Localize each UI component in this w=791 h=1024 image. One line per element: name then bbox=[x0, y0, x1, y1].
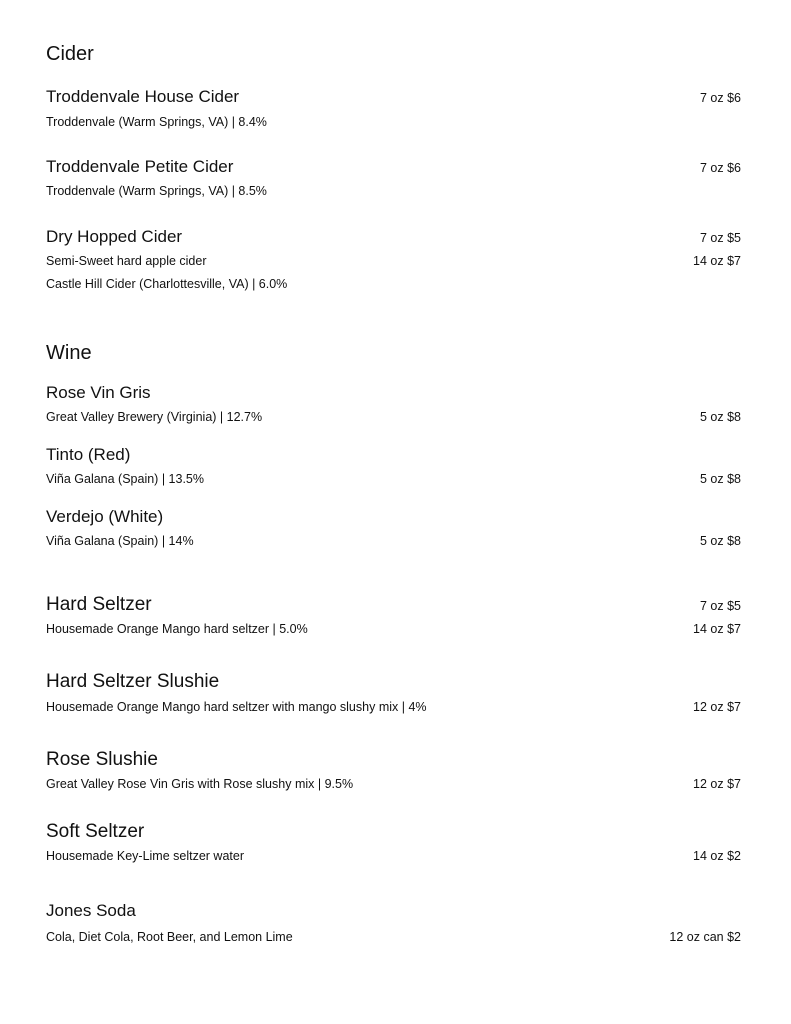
item-price: 5 oz $8 bbox=[699, 472, 741, 486]
item-price: 12 oz can $2 bbox=[669, 930, 741, 944]
item-description: Troddenvale (Warm Springs, VA) | 8.5% bbox=[46, 184, 267, 198]
item-price: 5 oz $8 bbox=[699, 410, 741, 424]
item-price: 12 oz $7 bbox=[693, 777, 741, 791]
item-name: Soft Seltzer bbox=[46, 821, 145, 842]
item-name: Jones Soda bbox=[46, 901, 136, 920]
item-description: Viña Galana (Spain) | 13.5% bbox=[46, 472, 204, 486]
section-title-wine: Wine bbox=[46, 342, 92, 364]
item-description-secondary: Castle Hill Cider (Charlottesville, VA) | 6.0% bbox=[46, 277, 288, 291]
item-price: 7 oz $5 bbox=[699, 231, 741, 245]
item-name: Hard Seltzer bbox=[46, 594, 152, 615]
item-description: Great Valley Rose Vin Gris with Rose slushy mix | 9.5% bbox=[46, 777, 354, 791]
item-description: Housemade Orange Mango hard seltzer | 5.0% bbox=[46, 622, 308, 636]
item-price-secondary: 14 oz $7 bbox=[693, 622, 741, 636]
item-price: 7 oz $5 bbox=[699, 599, 741, 613]
item-description: Housemade Key-Lime seltzer water bbox=[46, 849, 244, 863]
item-price: 12 oz $7 bbox=[693, 700, 741, 714]
item-name: Tinto (Red) bbox=[46, 445, 131, 464]
item-description: Great Valley Brewery (Virginia) | 12.7% bbox=[46, 410, 263, 424]
item-price: 7 oz $6 bbox=[699, 161, 741, 175]
item-description: Viña Galana (Spain) | 14% bbox=[46, 534, 194, 548]
item-name: Rose Slushie bbox=[46, 749, 158, 770]
item-name: Verdejo (White) bbox=[46, 507, 164, 526]
item-price: 14 oz $2 bbox=[693, 849, 741, 863]
section-title-cider: Cider bbox=[46, 43, 94, 65]
item-description: Semi-Sweet hard apple cider bbox=[46, 254, 207, 268]
item-name: Rose Vin Gris bbox=[46, 383, 151, 402]
item-name: Dry Hopped Cider bbox=[46, 227, 183, 246]
item-name: Troddenvale House Cider bbox=[46, 87, 240, 106]
item-price: 7 oz $6 bbox=[699, 91, 741, 105]
item-price-secondary: 14 oz $7 bbox=[693, 254, 741, 268]
item-price: 5 oz $8 bbox=[699, 534, 741, 548]
item-name: Hard Seltzer Slushie bbox=[46, 671, 220, 692]
item-description: Troddenvale (Warm Springs, VA) | 8.4% bbox=[46, 115, 267, 129]
item-description: Cola, Diet Cola, Root Beer, and Lemon Lime bbox=[46, 930, 293, 944]
item-description: Housemade Orange Mango hard seltzer with mango slushy mix | 4% bbox=[46, 700, 427, 714]
item-name: Troddenvale Petite Cider bbox=[46, 157, 234, 176]
